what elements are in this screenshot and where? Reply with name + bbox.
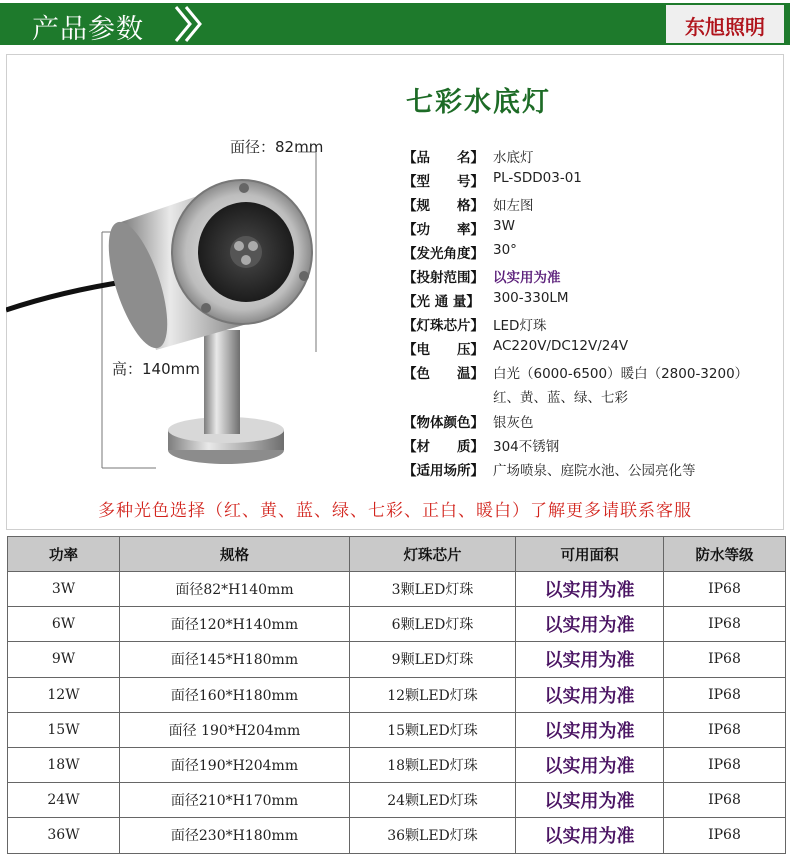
cell-area: 以实用为准 xyxy=(516,783,664,818)
spec-value-continued: 红、黄、蓝、绿、七彩 xyxy=(493,390,628,406)
cell-area: 以实用为准 xyxy=(516,607,664,642)
cell-power: 24W xyxy=(8,783,120,818)
cell-chip: 9颗LED灯珠 xyxy=(350,642,516,677)
spec-value: 广场喷泉、庭院水池、公园亮化等 xyxy=(493,463,696,479)
cell-waterproof: IP68 xyxy=(664,607,786,642)
cell-waterproof: IP68 xyxy=(664,572,786,607)
spec-label: 【电 压】 xyxy=(403,342,484,358)
cell-size: 面径82*H140mm xyxy=(120,572,350,607)
spec-label: 【规 格】 xyxy=(403,198,484,214)
spec-label: 【灯珠芯片】 xyxy=(403,318,484,334)
section-title: 产品参数 xyxy=(32,14,144,45)
cell-chip: 18颗LED灯珠 xyxy=(350,747,516,782)
spec-value: PL-SDD03-01 xyxy=(493,170,582,186)
spec-label: 【适用场所】 xyxy=(403,463,484,479)
cell-power: 36W xyxy=(8,818,120,853)
cell-area: 以实用为准 xyxy=(516,677,664,712)
cell-waterproof: IP68 xyxy=(664,783,786,818)
table-row xyxy=(8,572,786,607)
cell-power: 6W xyxy=(8,607,120,642)
cell-size: 面径190*H204mm xyxy=(120,747,350,782)
column-header-chip: 灯珠芯片 xyxy=(350,537,516,572)
spec-value: 3W xyxy=(493,218,515,234)
cell-waterproof: IP68 xyxy=(664,712,786,747)
cell-area: 以实用为准 xyxy=(516,818,664,853)
cell-waterproof: IP68 xyxy=(664,747,786,782)
cell-chip: 3颗LED灯珠 xyxy=(350,572,516,607)
cell-size: 面径120*H140mm xyxy=(120,607,350,642)
spec-label: 【投射范围】 xyxy=(403,270,484,286)
cell-size: 面径160*H180mm xyxy=(120,677,350,712)
cell-size: 面径145*H180mm xyxy=(120,642,350,677)
cell-chip: 12颗LED灯珠 xyxy=(350,677,516,712)
table-row xyxy=(8,818,786,853)
table-header-row xyxy=(8,537,786,572)
header-bar xyxy=(0,0,790,48)
cell-chip: 36颗LED灯珠 xyxy=(350,818,516,853)
spec-label: 【型 号】 xyxy=(403,174,484,190)
spec-value: 如左图 xyxy=(493,198,534,214)
color-options-note: 多种光色选择（红、黄、蓝、绿、七彩、正白、暖白）了解更多请联系客服 xyxy=(98,501,692,521)
column-header-waterproof: 防水等级 xyxy=(664,537,786,572)
spec-label: 【物体颜色】 xyxy=(403,415,484,431)
column-header-area: 可用面积 xyxy=(516,537,664,572)
spec-label: 【品 名】 xyxy=(403,150,484,166)
table-row xyxy=(8,677,786,712)
spec-table xyxy=(7,536,786,854)
cell-power: 12W xyxy=(8,677,120,712)
cell-waterproof: IP68 xyxy=(664,677,786,712)
spec-label: 【发光角度】 xyxy=(403,246,484,262)
spec-value: LED灯珠 xyxy=(493,318,547,334)
table-row xyxy=(8,747,786,782)
cell-size: 面径210*H170mm xyxy=(120,783,350,818)
spec-label: 【材 质】 xyxy=(403,439,484,455)
cell-size: 面径230*H180mm xyxy=(120,818,350,853)
table-row xyxy=(8,712,786,747)
brand-name: 东旭照明 xyxy=(685,15,765,39)
lamp-product-image xyxy=(6,130,336,480)
table-row xyxy=(8,642,786,677)
spec-value: 30° xyxy=(493,242,517,258)
cell-area: 以实用为准 xyxy=(516,642,664,677)
spec-label: 【功 率】 xyxy=(403,222,484,238)
spec-label: 【色 温】 xyxy=(403,366,484,382)
cell-area: 以实用为准 xyxy=(516,712,664,747)
spec-value: AC220V/DC12V/24V xyxy=(493,338,629,354)
height-label: 高：140mm xyxy=(112,360,200,378)
cell-chip: 24颗LED灯珠 xyxy=(350,783,516,818)
cell-size: 面径 190*H204mm xyxy=(120,712,350,747)
column-header-size: 规格 xyxy=(120,537,350,572)
spec-label: 【光 通 量】 xyxy=(403,294,480,310)
spec-value: 304不锈钢 xyxy=(493,439,560,455)
cell-waterproof: IP68 xyxy=(664,818,786,853)
cell-power: 3W xyxy=(8,572,120,607)
spec-value: 水底灯 xyxy=(493,150,534,166)
spec-value: 白光（6000-6500）暖白（2800-3200） xyxy=(493,366,749,382)
cell-chip: 6颗LED灯珠 xyxy=(350,607,516,642)
double-chevron-icon xyxy=(170,3,210,45)
cell-waterproof: IP68 xyxy=(664,642,786,677)
cell-power: 18W xyxy=(8,747,120,782)
diameter-label: 面径：82mm xyxy=(230,138,324,156)
cell-power: 15W xyxy=(8,712,120,747)
cell-area: 以实用为准 xyxy=(516,747,664,782)
spec-value: 银灰色 xyxy=(493,415,534,431)
column-header-power: 功率 xyxy=(8,537,120,572)
brand-box xyxy=(666,5,784,43)
spec-value: 300-330LM xyxy=(493,290,569,306)
cell-power: 9W xyxy=(8,642,120,677)
cell-area: 以实用为准 xyxy=(516,572,664,607)
product-title: 七彩水底灯 xyxy=(406,87,551,118)
table-row xyxy=(8,607,786,642)
cell-chip: 15颗LED灯珠 xyxy=(350,712,516,747)
spec-value: 以实用为准 xyxy=(493,270,561,286)
table-row xyxy=(8,783,786,818)
